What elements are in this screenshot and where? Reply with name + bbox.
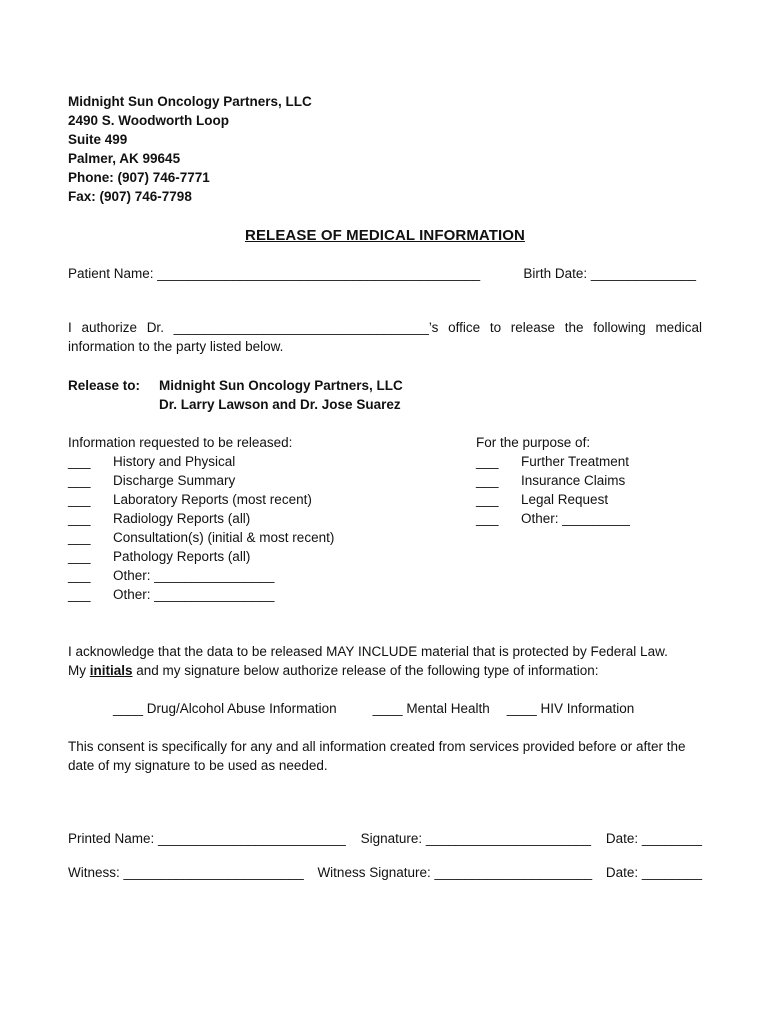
auth-word: to xyxy=(489,320,502,335)
info-requested-heading: Information requested to be released: xyxy=(68,435,293,450)
practice-phone: Phone: (907) 746-7771 xyxy=(68,170,210,185)
initials-emphasis: initials xyxy=(89,663,133,678)
auth-word: authorize xyxy=(81,320,137,335)
ack-text: and my signature below authorize release of the following type of information: xyxy=(132,663,599,678)
auth-word: Dr. xyxy=(146,320,164,335)
purpose-item-label: Legal Request xyxy=(521,492,609,507)
purpose-item xyxy=(476,490,702,509)
authorization-statement xyxy=(68,318,702,356)
ack-text: My xyxy=(68,663,90,678)
info-item xyxy=(68,585,476,604)
purpose-section xyxy=(476,433,702,604)
purpose-item xyxy=(476,509,702,528)
practice-name: Midnight Sun Oncology Partners, LLC xyxy=(68,94,312,109)
release-to-recipient xyxy=(159,376,403,414)
info-item xyxy=(68,547,476,566)
signature-field[interactable]: Signature: ______________________ xyxy=(360,831,592,846)
purpose-item-label: Insurance Claims xyxy=(521,473,626,488)
auth-word: medical xyxy=(655,320,702,335)
check-blank[interactable]: ___ xyxy=(68,454,91,469)
info-item-label: Pathology Reports (all) xyxy=(113,549,251,564)
check-blank[interactable]: ___ xyxy=(68,587,91,602)
date-field[interactable]: Date: ________ xyxy=(605,831,702,846)
info-item xyxy=(68,566,476,585)
witness-date-field[interactable]: Date: ________ xyxy=(605,865,702,880)
mental-health-initials-field[interactable]: ____ Mental Health xyxy=(372,701,490,716)
check-blank[interactable]: ___ xyxy=(68,549,91,564)
check-blank[interactable]: ___ xyxy=(476,454,499,469)
practice-city-state-zip: Palmer, AK 99645 xyxy=(68,151,181,166)
info-requested-section xyxy=(68,433,476,604)
witness-name-field[interactable]: Witness: ________________________ xyxy=(68,865,304,880)
purpose-heading: For the purpose of: xyxy=(476,435,591,450)
witness-signature-field[interactable]: Witness Signature: _____________________ xyxy=(317,865,593,880)
form-title: RELEASE OF MEDICAL INFORMATION xyxy=(245,227,525,244)
auth-word: the xyxy=(564,320,584,335)
release-to-label: Release to: xyxy=(68,378,141,393)
info-item xyxy=(68,509,476,528)
acknowledgement xyxy=(68,642,702,680)
info-item-label: Consultation(s) (initial & most recent) xyxy=(113,530,335,545)
patient-name-field[interactable]: Patient Name: ___________________________________________ xyxy=(68,266,481,281)
practice-address-line1: 2490 S. Woodworth Loop xyxy=(68,113,230,128)
practice-header xyxy=(68,92,702,206)
acknowledgement-line1: I acknowledge that the data to be released MAY INCLUDE material that is protected by Federal Law. xyxy=(68,644,668,659)
practice-address-line2: Suite 499 xyxy=(68,132,128,147)
patient-info-row xyxy=(68,266,702,281)
purpose-item xyxy=(476,452,702,471)
info-item-other-field[interactable]: Other: ________________ xyxy=(113,587,275,602)
check-blank[interactable]: ___ xyxy=(68,511,91,526)
signature-row xyxy=(68,831,702,846)
acknowledgement-line2 xyxy=(68,661,702,680)
auth-word: following xyxy=(593,320,646,335)
info-item xyxy=(68,471,476,490)
practice-fax: Fax: (907) 746-7798 xyxy=(68,189,192,204)
authorization-line2: information to the party listed below. xyxy=(68,339,284,354)
release-form xyxy=(68,92,702,880)
drug-alcohol-initials-field[interactable]: ____ Drug/Alcohol Abuse Information xyxy=(113,701,337,716)
special-info-initials xyxy=(68,699,702,718)
info-item xyxy=(68,452,476,471)
info-item-other-field[interactable]: Other: ________________ xyxy=(113,568,275,583)
release-to-practice: Midnight Sun Oncology Partners, LLC xyxy=(159,378,403,393)
hiv-initials-field[interactable]: ____ HIV Information xyxy=(506,701,635,716)
info-item xyxy=(68,490,476,509)
info-item-label: Discharge Summary xyxy=(113,473,236,488)
doctor-name-field[interactable]: __________________________________’s xyxy=(173,320,439,335)
purpose-other-field[interactable]: Other: _________ xyxy=(521,511,630,526)
auth-word: release xyxy=(510,320,556,335)
check-blank[interactable]: ___ xyxy=(68,530,91,545)
consent-statement: This consent is specifically for any and all information created from services provided before or after the date of my signature to be used as needed. xyxy=(68,739,686,773)
release-to-doctors: Dr. Larry Lawson and Dr. Jose Suarez xyxy=(159,397,401,412)
info-item-label: History and Physical xyxy=(113,454,236,469)
witness-row xyxy=(68,865,702,880)
check-blank[interactable]: ___ xyxy=(68,473,91,488)
check-blank[interactable]: ___ xyxy=(68,568,91,583)
check-blank[interactable]: ___ xyxy=(68,492,91,507)
purpose-item xyxy=(476,471,702,490)
info-item-label: Radiology Reports (all) xyxy=(113,511,251,526)
purpose-item-label: Further Treatment xyxy=(521,454,630,469)
authorization-line1 xyxy=(68,318,702,337)
printed-name-field[interactable]: Printed Name: _________________________ xyxy=(68,831,346,846)
check-blank[interactable]: ___ xyxy=(476,511,499,526)
auth-word: office xyxy=(448,320,481,335)
birth-date-field[interactable]: Birth Date: ______________ xyxy=(523,266,696,281)
info-item xyxy=(68,528,476,547)
check-blank[interactable]: ___ xyxy=(476,473,499,488)
request-columns xyxy=(68,433,702,604)
check-blank[interactable]: ___ xyxy=(476,492,499,507)
info-item-label: Laboratory Reports (most recent) xyxy=(113,492,312,507)
release-to-section xyxy=(68,376,702,414)
auth-word: I xyxy=(68,320,72,335)
